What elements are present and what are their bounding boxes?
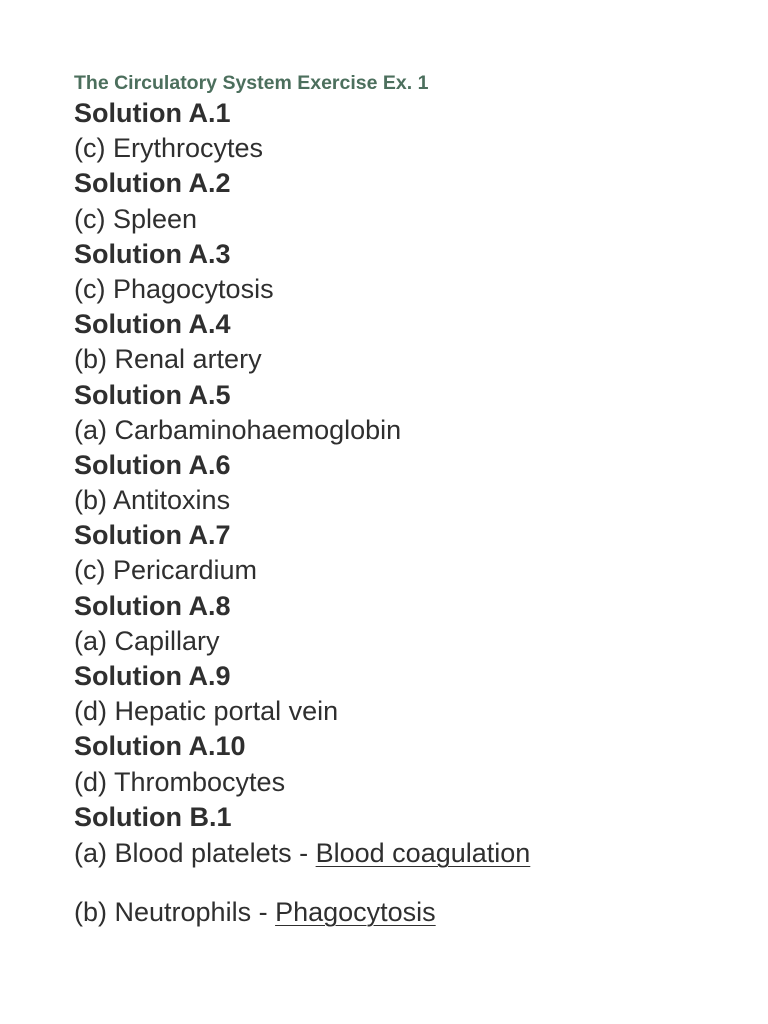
solution-heading-a7: Solution A.7 — [74, 520, 231, 551]
solution-heading-a8: Solution A.8 — [74, 590, 231, 621]
solution-answer-a4: (b) Renal artery — [74, 344, 262, 375]
solution-heading-a4: Solution A.4 — [74, 309, 231, 340]
solution-heading-b1: Solution B.1 — [74, 801, 232, 832]
match-row-b — [74, 895, 530, 930]
solution-answer-a9: (d) Hepatic portal vein — [74, 696, 339, 727]
solution-answer-a1: (c) Erythrocytes — [74, 133, 264, 164]
solution-heading-a10: Solution A.10 — [74, 731, 246, 762]
solution-answer-a7: (c) Pericardium — [74, 555, 258, 586]
solution-answer-a3: (c) Phagocytosis — [74, 273, 274, 304]
solution-heading-a6: Solution A.6 — [74, 449, 231, 480]
solution-heading-a5: Solution A.5 — [74, 379, 231, 410]
match-answer-b: Phagocytosis — [275, 896, 436, 927]
solution-answer-a5: (a) Carbaminohaemoglobin — [74, 414, 402, 445]
solution-answer-a8: (a) Capillary — [74, 625, 220, 656]
solution-heading-a2: Solution A.2 — [74, 168, 231, 199]
match-term-a: (a) Blood platelets - — [74, 838, 316, 868]
solution-answer-a10: (d) Thrombocytes — [74, 766, 286, 797]
solution-heading-a3: Solution A.3 — [74, 238, 231, 269]
match-term-b: (b) Neutrophils - — [74, 896, 276, 927]
match-row-a — [74, 836, 530, 871]
document-title: The Circulatory System Exercise Ex. 1 — [74, 72, 429, 94]
match-list — [74, 836, 530, 930]
solution-heading-a1: Solution A.1 — [74, 98, 231, 128]
solution-answer-a2: (c) Spleen — [74, 203, 198, 234]
solution-heading-a9: Solution A.9 — [74, 661, 231, 691]
solutions-list — [74, 96, 401, 835]
solution-answer-a6: (b) Antitoxins — [74, 485, 231, 516]
match-answer-a: Blood coagulation — [315, 838, 531, 868]
